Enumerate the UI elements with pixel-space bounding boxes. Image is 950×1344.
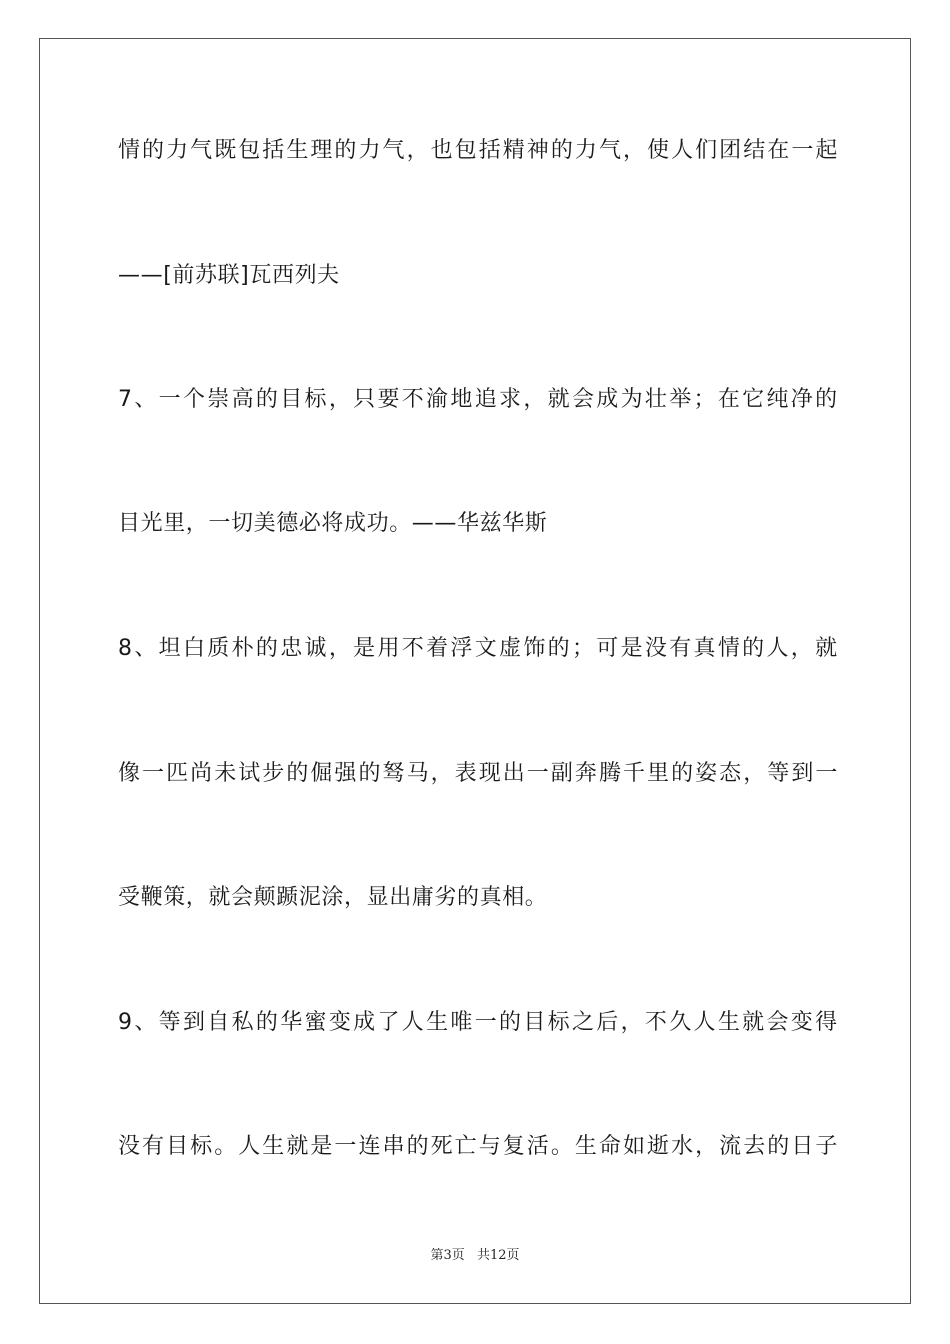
body-line-9: 没 有 目 标 。 人 生 就 是 一 连 串 的 死 亡 与 复 活 。 生 命 如 逝 水 ， 流 去 的 日 子 xyxy=(118,1134,838,1159)
body-line-6: 像 一 匹 尚 未 试 步 的 倔 强 的 驽 马 ， 表 现 出 一 副 奔 腾 千 里 的 姿 态 ， 等 到 一 xyxy=(118,761,838,786)
page-number: 第3页 xyxy=(430,1248,465,1263)
page-border xyxy=(39,38,911,1304)
body-line-4: 目光里，一切美德必将成功。——华兹华斯 xyxy=(118,511,548,536)
body-line-8: 9 、 等 到 自 私 的 华 蜜 变 成 了 人 生 唯 一 的 目 标 之 后 ， 不 久 人 生 就 会 变 得 xyxy=(118,1010,838,1035)
body-line-1: 情 的 力 气 既 包 括 生 理 的 力 气 ， 也 包 括 精 神 的 力 气 ， 使 人 们 团 结 在 一 起 xyxy=(118,138,838,163)
body-line-5: 8 、 坦 白 质 朴 的 忠 诚 ， 是 用 不 着 浮 文 虚 饰 的 ； 可 是 没 有 真 情 的 人 ， 就 xyxy=(118,636,838,661)
page-total: 共12页 xyxy=(476,1248,520,1263)
page-footer xyxy=(0,1247,950,1265)
body-line-2: ——[前苏联]瓦西列夫 xyxy=(118,263,340,288)
body-line-7: 受鞭策，就会颠踬泥涂，显出庸劣的真相。 xyxy=(118,885,548,910)
body-line-3: 7 、 一 个 崇 高 的 目 标 ， 只 要 不 渝 地 追 求 ， 就 会 成 为 壮 举 ； 在 它 纯 净 的 xyxy=(118,387,838,412)
